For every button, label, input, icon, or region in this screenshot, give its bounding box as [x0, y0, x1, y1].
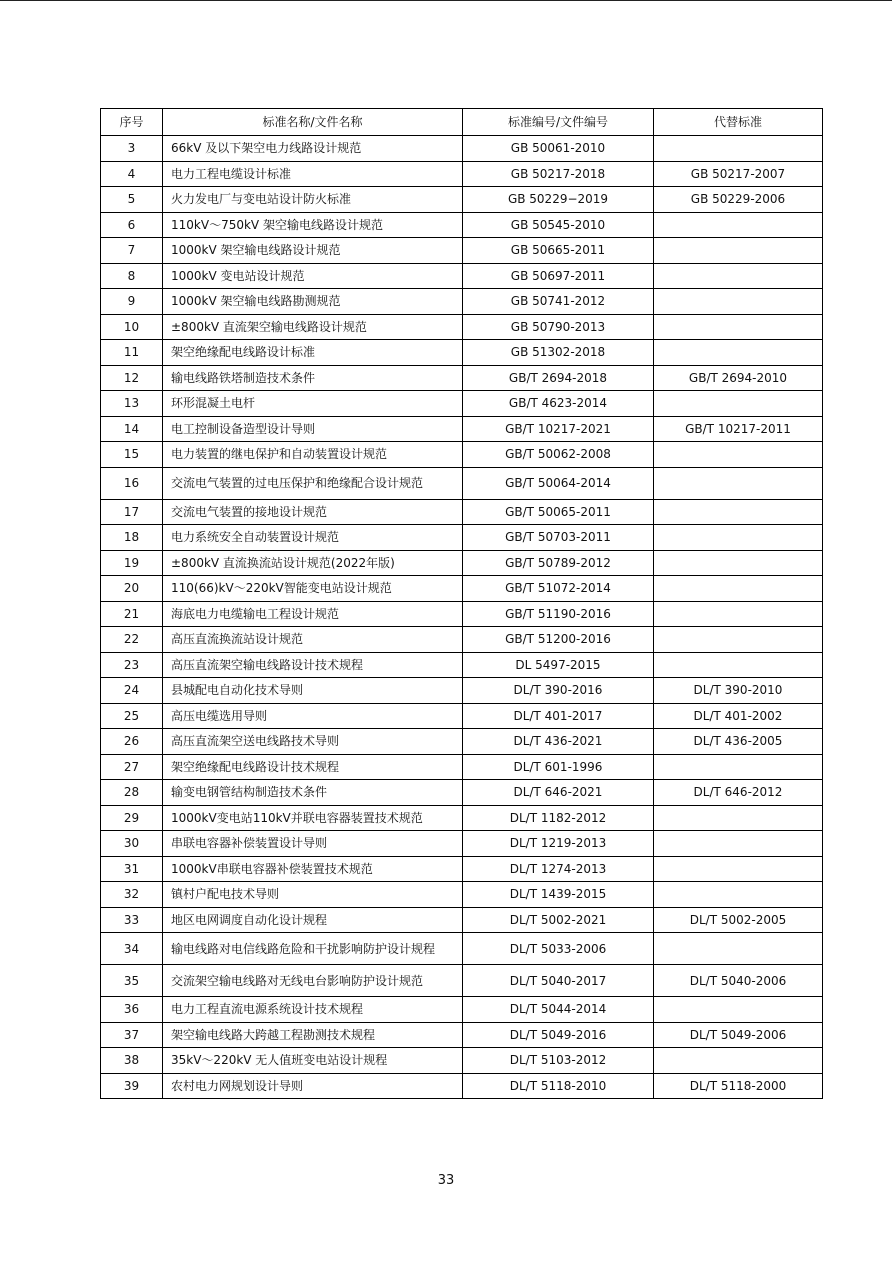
row-name: 高压电缆选用导则: [163, 703, 463, 729]
row-replaces: DL/T 5002-2005: [654, 907, 823, 933]
header-name: 标准名称/文件名称: [163, 109, 463, 136]
row-index: 32: [101, 882, 163, 908]
table-row: [101, 212, 823, 238]
row-replaces: [654, 576, 823, 602]
table-row: [101, 831, 823, 857]
row-code: DL/T 390-2016: [463, 678, 654, 704]
row-code: GB/T 51072-2014: [463, 576, 654, 602]
row-replaces: DL/T 5049-2006: [654, 1022, 823, 1048]
row-replaces: [654, 550, 823, 576]
row-name: 县城配电自动化技术导则: [163, 678, 463, 704]
row-name: 架空输电线路大跨越工程勘测技术规程: [163, 1022, 463, 1048]
row-code: GB 50697-2011: [463, 263, 654, 289]
row-replaces: [654, 997, 823, 1023]
row-index: 34: [101, 933, 163, 965]
row-name: 1000kV变电站110kV并联电容器装置技术规范: [163, 805, 463, 831]
row-code: GB/T 2694-2018: [463, 365, 654, 391]
row-index: 37: [101, 1022, 163, 1048]
row-replaces: [654, 601, 823, 627]
row-code: GB 50217-2018: [463, 161, 654, 187]
row-name: 66kV 及以下架空电力线路设计规范: [163, 136, 463, 162]
row-code: DL/T 5002-2021: [463, 907, 654, 933]
table-row: [101, 136, 823, 162]
row-replaces: [654, 340, 823, 366]
table-row: [101, 678, 823, 704]
row-index: 39: [101, 1073, 163, 1099]
table-row: [101, 499, 823, 525]
table-row: [101, 576, 823, 602]
row-code: GB/T 51190-2016: [463, 601, 654, 627]
row-replaces: [654, 933, 823, 965]
row-code: DL/T 1182-2012: [463, 805, 654, 831]
table-row: [101, 1073, 823, 1099]
table-row: [101, 780, 823, 806]
row-replaces: GB/T 2694-2010: [654, 365, 823, 391]
row-name: 农村电力网规划设计导则: [163, 1073, 463, 1099]
row-code: DL/T 1274-2013: [463, 856, 654, 882]
table-row: [101, 525, 823, 551]
table-row: [101, 550, 823, 576]
row-replaces: DL/T 390-2010: [654, 678, 823, 704]
row-name: 电力工程电缆设计标准: [163, 161, 463, 187]
row-replaces: [654, 467, 823, 499]
row-index: 30: [101, 831, 163, 857]
row-index: 9: [101, 289, 163, 315]
row-name: 1000kV 变电站设计规范: [163, 263, 463, 289]
row-code: GB/T 50789-2012: [463, 550, 654, 576]
row-index: 25: [101, 703, 163, 729]
row-replaces: [654, 831, 823, 857]
row-name: 环形混凝土电杆: [163, 391, 463, 417]
row-index: 6: [101, 212, 163, 238]
row-code: DL/T 1439-2015: [463, 882, 654, 908]
row-index: 20: [101, 576, 163, 602]
header-index: 序号: [101, 109, 163, 136]
row-replaces: [654, 525, 823, 551]
row-name: 电力系统安全自动装置设计规范: [163, 525, 463, 551]
row-replaces: [654, 263, 823, 289]
table-row: [101, 340, 823, 366]
table-row: [101, 997, 823, 1023]
table-row: [101, 391, 823, 417]
row-index: 15: [101, 442, 163, 468]
row-code: GB/T 51200-2016: [463, 627, 654, 653]
row-index: 7: [101, 238, 163, 264]
row-index: 28: [101, 780, 163, 806]
row-replaces: DL/T 5040-2006: [654, 965, 823, 997]
row-code: GB/T 4623-2014: [463, 391, 654, 417]
row-replaces: DL/T 646-2012: [654, 780, 823, 806]
row-code: DL/T 5044-2014: [463, 997, 654, 1023]
row-code: DL/T 5040-2017: [463, 965, 654, 997]
row-replaces: GB 50229-2006: [654, 187, 823, 213]
row-code: GB 50229−2019: [463, 187, 654, 213]
row-replaces: [654, 391, 823, 417]
row-code: GB/T 50064-2014: [463, 467, 654, 499]
table-row: [101, 365, 823, 391]
table-row: [101, 965, 823, 997]
row-replaces: [654, 136, 823, 162]
row-index: 21: [101, 601, 163, 627]
row-code: DL/T 5049-2016: [463, 1022, 654, 1048]
row-name: 电工控制设备造型设计导则: [163, 416, 463, 442]
row-index: 35: [101, 965, 163, 997]
row-index: 36: [101, 997, 163, 1023]
table-row: [101, 416, 823, 442]
row-name: 35kV～220kV 无人值班变电站设计规程: [163, 1048, 463, 1074]
row-replaces: [654, 805, 823, 831]
row-index: 27: [101, 754, 163, 780]
row-code: DL 5497-2015: [463, 652, 654, 678]
row-code: GB 50790-2013: [463, 314, 654, 340]
row-name: 交流架空输电线路对无线电台影响防护设计规范: [163, 965, 463, 997]
row-code: GB 50545-2010: [463, 212, 654, 238]
row-index: 26: [101, 729, 163, 755]
row-index: 11: [101, 340, 163, 366]
row-index: 23: [101, 652, 163, 678]
row-code: GB/T 10217-2021: [463, 416, 654, 442]
row-name: 交流电气装置的接地设计规范: [163, 499, 463, 525]
header-code: 标准编号/文件编号: [463, 109, 654, 136]
row-code: GB/T 50065-2011: [463, 499, 654, 525]
row-replaces: [654, 442, 823, 468]
row-code: DL/T 1219-2013: [463, 831, 654, 857]
row-code: DL/T 5033-2006: [463, 933, 654, 965]
table-row: [101, 314, 823, 340]
header-replaces: 代替标准: [654, 109, 823, 136]
row-replaces: [654, 627, 823, 653]
row-replaces: [654, 212, 823, 238]
row-replaces: DL/T 436-2005: [654, 729, 823, 755]
top-border-line: [0, 0, 892, 1]
table-row: [101, 729, 823, 755]
row-index: 3: [101, 136, 163, 162]
table-row: [101, 856, 823, 882]
row-name: 1000kV 架空输电线路勘测规范: [163, 289, 463, 315]
table-row: [101, 1022, 823, 1048]
row-index: 19: [101, 550, 163, 576]
row-name: 110kV～750kV 架空输电线路设计规范: [163, 212, 463, 238]
table-body: [101, 136, 823, 1099]
table-row: [101, 754, 823, 780]
row-code: DL/T 5118-2010: [463, 1073, 654, 1099]
row-code: GB 50061-2010: [463, 136, 654, 162]
row-code: DL/T 601-1996: [463, 754, 654, 780]
standards-table: [100, 108, 823, 1099]
table-row: [101, 1048, 823, 1074]
row-index: 31: [101, 856, 163, 882]
row-replaces: [654, 856, 823, 882]
row-code: GB 50665-2011: [463, 238, 654, 264]
row-replaces: [654, 499, 823, 525]
row-index: 33: [101, 907, 163, 933]
row-name: ±800kV 直流换流站设计规范(2022年版): [163, 550, 463, 576]
row-index: 16: [101, 467, 163, 499]
row-index: 10: [101, 314, 163, 340]
row-code: DL/T 5103-2012: [463, 1048, 654, 1074]
row-code: GB/T 50703-2011: [463, 525, 654, 551]
row-name: 交流电气装置的过电压保护和绝缘配合设计规范: [163, 467, 463, 499]
row-name: 电力工程直流电源系统设计技术规程: [163, 997, 463, 1023]
table-row: [101, 882, 823, 908]
row-replaces: GB/T 10217-2011: [654, 416, 823, 442]
row-name: 地区电网调度自动化设计规程: [163, 907, 463, 933]
row-name: 火力发电厂与变电站设计防火标准: [163, 187, 463, 213]
row-code: DL/T 436-2021: [463, 729, 654, 755]
row-index: 17: [101, 499, 163, 525]
row-name: 串联电容器补偿装置设计导则: [163, 831, 463, 857]
row-index: 18: [101, 525, 163, 551]
row-name: 高压直流架空输电线路设计技术规程: [163, 652, 463, 678]
table-row: [101, 442, 823, 468]
row-index: 5: [101, 187, 163, 213]
row-index: 24: [101, 678, 163, 704]
row-name: 架空绝缘配电线路设计标准: [163, 340, 463, 366]
row-replaces: [654, 882, 823, 908]
row-replaces: [654, 314, 823, 340]
table-row: [101, 907, 823, 933]
row-index: 14: [101, 416, 163, 442]
row-name: 镇村户配电技术导则: [163, 882, 463, 908]
table-row: [101, 627, 823, 653]
row-code: DL/T 646-2021: [463, 780, 654, 806]
row-name: 高压直流架空送电线路技术导则: [163, 729, 463, 755]
row-name: 架空绝缘配电线路设计技术规程: [163, 754, 463, 780]
table-row: [101, 467, 823, 499]
row-index: 13: [101, 391, 163, 417]
row-name: 1000kV 架空输电线路设计规范: [163, 238, 463, 264]
table-row: [101, 703, 823, 729]
table-header-row: [101, 109, 823, 136]
table-row: [101, 161, 823, 187]
row-index: 38: [101, 1048, 163, 1074]
row-name: 输变电钢管结构制造技术条件: [163, 780, 463, 806]
row-index: 4: [101, 161, 163, 187]
row-name: 海底电力电缆输电工程设计规范: [163, 601, 463, 627]
table-row: [101, 805, 823, 831]
table-row: [101, 933, 823, 965]
row-replaces: [654, 238, 823, 264]
row-name: 输电线路对电信线路危险和干扰影响防护设计规程: [163, 933, 463, 965]
table-row: [101, 187, 823, 213]
row-code: DL/T 401-2017: [463, 703, 654, 729]
row-index: 8: [101, 263, 163, 289]
row-replaces: [654, 1048, 823, 1074]
row-code: GB/T 50062-2008: [463, 442, 654, 468]
row-name: 输电线路铁塔制造技术条件: [163, 365, 463, 391]
table-row: [101, 601, 823, 627]
row-index: 22: [101, 627, 163, 653]
row-index: 29: [101, 805, 163, 831]
table-row: [101, 238, 823, 264]
row-name: 1000kV串联电容器补偿装置技术规范: [163, 856, 463, 882]
row-replaces: DL/T 401-2002: [654, 703, 823, 729]
page-number: 33: [437, 1173, 455, 1188]
row-name: 高压直流换流站设计规范: [163, 627, 463, 653]
table-row: [101, 652, 823, 678]
row-name: 110(66)kV～220kV智能变电站设计规范: [163, 576, 463, 602]
table-row: [101, 263, 823, 289]
row-index: 12: [101, 365, 163, 391]
row-code: GB 51302-2018: [463, 340, 654, 366]
row-replaces: GB 50217-2007: [654, 161, 823, 187]
row-replaces: DL/T 5118-2000: [654, 1073, 823, 1099]
row-name: 电力装置的继电保护和自动装置设计规范: [163, 442, 463, 468]
row-replaces: [654, 754, 823, 780]
table-row: [101, 289, 823, 315]
row-replaces: [654, 652, 823, 678]
row-replaces: [654, 289, 823, 315]
row-name: ±800kV 直流架空输电线路设计规范: [163, 314, 463, 340]
row-code: GB 50741-2012: [463, 289, 654, 315]
